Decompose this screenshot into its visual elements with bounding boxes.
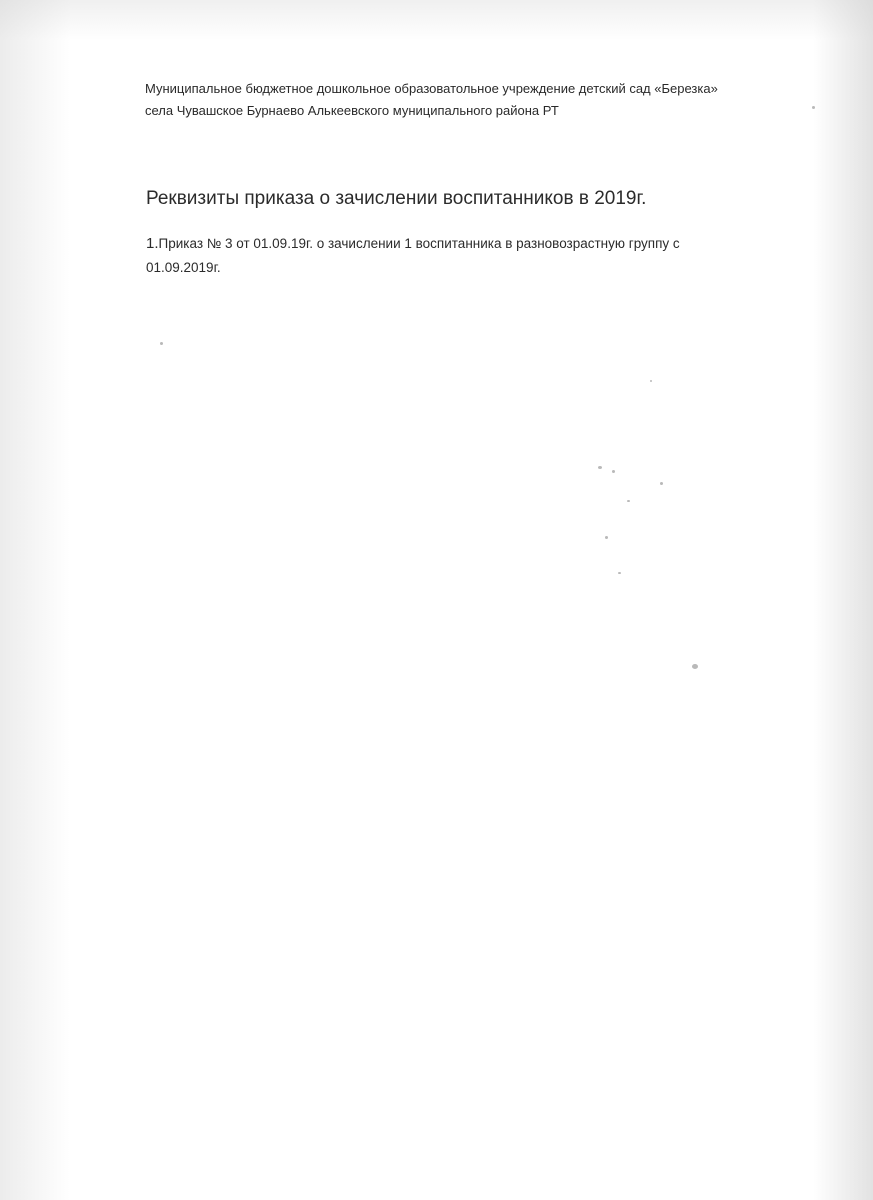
scan-speck <box>692 664 698 669</box>
order-item-text: Приказ № 3 от 01.09.19г. о зачислении 1 воспитанника в разновозрастную группу с <box>158 236 680 251</box>
scan-speck <box>160 342 163 345</box>
scan-speck <box>605 536 608 539</box>
order-item-number: 1. <box>146 235 159 252</box>
scan-speck <box>627 500 630 502</box>
scan-speck <box>612 470 615 473</box>
order-item-line-1 <box>146 232 796 256</box>
scan-speck <box>618 572 621 574</box>
scan-shadow-right <box>813 0 873 1200</box>
document-title: Реквизиты приказа о зачислении воспитанников в 2019г. <box>146 188 647 209</box>
scan-speck <box>812 106 815 109</box>
scan-shadow-left <box>0 0 70 1200</box>
scan-speck <box>598 466 602 469</box>
scan-speck <box>650 380 652 382</box>
header-line-1: Муниципальное бюджетное дошкольное образоватольное учреждение детский сад «Березка» <box>145 81 718 96</box>
scan-speck <box>660 482 663 485</box>
header-line-2: села Чувашское Бурнаево Алькеевского муниципального района РТ <box>145 103 559 118</box>
scan-shadow-top <box>0 0 873 40</box>
order-item-line-2: 01.09.2019г. <box>146 260 221 275</box>
institution-header <box>145 78 835 122</box>
order-item <box>146 232 796 280</box>
